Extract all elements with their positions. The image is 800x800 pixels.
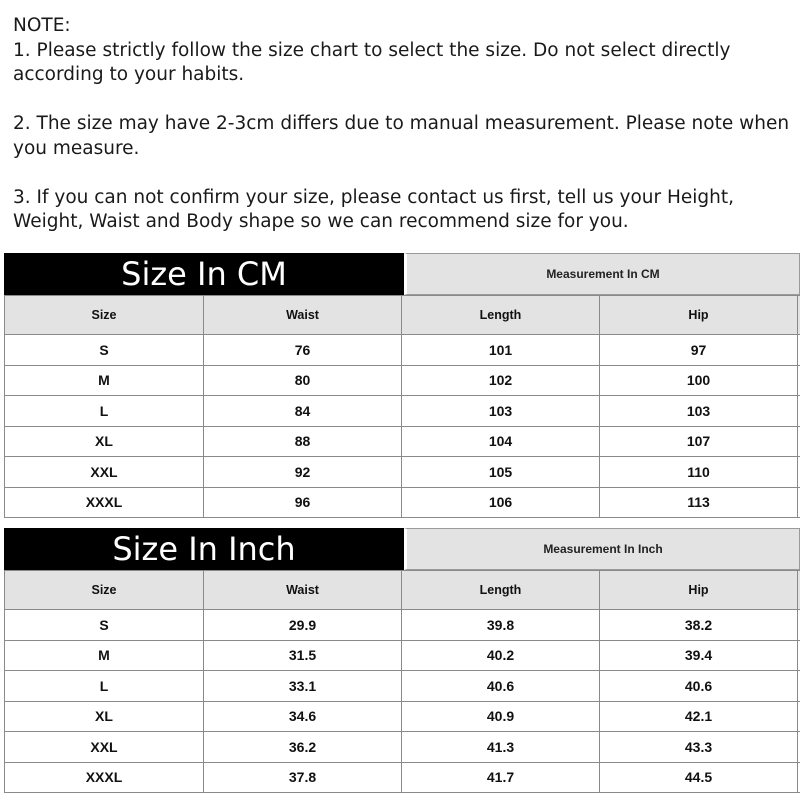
waist-cell: 96 [204, 487, 402, 518]
waist-cell: 31.5 [204, 640, 402, 671]
length-cell: 41.7 [402, 762, 600, 793]
size-chart-cm-header [4, 253, 800, 295]
note-item-3: 3. If you can not confirm your size, please contact us first, tell us your Height, Weight, Waist and Body shape so we can recommend size for you. [13, 186, 735, 232]
size-cell: S [5, 610, 204, 641]
size-chart-cm-title: Size In CM [4, 253, 404, 295]
size-chart-inch-header [4, 528, 800, 570]
length-cell: 104 [402, 426, 600, 457]
hip-cell: 103 [600, 396, 798, 427]
hip-cell: 44.5 [600, 762, 798, 793]
waist-cell: 37.8 [204, 762, 402, 793]
table-row [5, 487, 800, 518]
length-cell: 39.8 [402, 610, 600, 641]
hip-cell: 42.1 [600, 701, 798, 732]
hip-cell: 107 [600, 426, 798, 457]
table-header-row [5, 296, 800, 335]
column-header-waist: Waist [204, 571, 402, 610]
table-row [5, 762, 800, 793]
size-cell: S [5, 335, 204, 366]
size-cell: M [5, 640, 204, 671]
size-chart-inch [4, 528, 800, 793]
column-header-hip: Hip [600, 571, 798, 610]
size-chart-cm [4, 253, 800, 518]
hip-cell: 39.4 [600, 640, 798, 671]
size-cell: XL [5, 701, 204, 732]
size-table-inch [4, 570, 800, 793]
table-row [5, 732, 800, 763]
hip-cell: 113 [600, 487, 798, 518]
table-row [5, 640, 800, 671]
notes-block [13, 14, 793, 235]
waist-cell: 34.6 [204, 701, 402, 732]
table-row [5, 335, 800, 366]
size-cell: XXL [5, 732, 204, 763]
column-header-length: Length [402, 296, 600, 335]
waist-cell: 80 [204, 365, 402, 396]
table-row [5, 426, 800, 457]
waist-cell: 33.1 [204, 671, 402, 702]
column-header-hip: Hip [600, 296, 798, 335]
table-row [5, 671, 800, 702]
note-item-2: 2. The size may have 2-3cm differs due to manual measurement. Please note when you measure. [13, 113, 790, 159]
hip-cell: 38.2 [600, 610, 798, 641]
length-cell: 40.6 [402, 671, 600, 702]
hip-cell: 97 [600, 335, 798, 366]
waist-cell: 92 [204, 457, 402, 488]
table-row [5, 701, 800, 732]
table-row [5, 365, 800, 396]
size-cell: XL [5, 426, 204, 457]
column-header-size: Size [5, 571, 204, 610]
size-chart-inch-title: Size In Inch [4, 528, 404, 570]
length-cell: 40.2 [402, 640, 600, 671]
table-header-row [5, 571, 800, 610]
length-cell: 102 [402, 365, 600, 396]
waist-cell: 88 [204, 426, 402, 457]
size-cell: L [5, 671, 204, 702]
hip-cell: 40.6 [600, 671, 798, 702]
size-cell: M [5, 365, 204, 396]
waist-cell: 84 [204, 396, 402, 427]
size-cell: XXXL [5, 487, 204, 518]
hip-cell: 43.3 [600, 732, 798, 763]
size-cell: XXL [5, 457, 204, 488]
length-cell: 106 [402, 487, 600, 518]
length-cell: 40.9 [402, 701, 600, 732]
hip-cell: 100 [600, 365, 798, 396]
size-cell: XXXL [5, 762, 204, 793]
hip-cell: 110 [600, 457, 798, 488]
size-chart-inch-subtitle: Measurement In Inch [404, 528, 800, 570]
waist-cell: 29.9 [204, 610, 402, 641]
size-cell: L [5, 396, 204, 427]
column-header-waist: Waist [204, 296, 402, 335]
size-table-cm [4, 295, 800, 518]
length-cell: 41.3 [402, 732, 600, 763]
note-item-1: 1. Please strictly follow the size chart to select the size. Do not select directly according to your habits. [13, 39, 731, 85]
table-row [5, 457, 800, 488]
table-row [5, 610, 800, 641]
table-row [5, 396, 800, 427]
waist-cell: 76 [204, 335, 402, 366]
length-cell: 105 [402, 457, 600, 488]
size-chart-cm-subtitle: Measurement In CM [404, 253, 800, 295]
column-header-size: Size [5, 296, 204, 335]
notes-heading: NOTE: [13, 15, 71, 36]
waist-cell: 36.2 [204, 732, 402, 763]
column-header-length: Length [402, 571, 600, 610]
length-cell: 101 [402, 335, 600, 366]
length-cell: 103 [402, 396, 600, 427]
